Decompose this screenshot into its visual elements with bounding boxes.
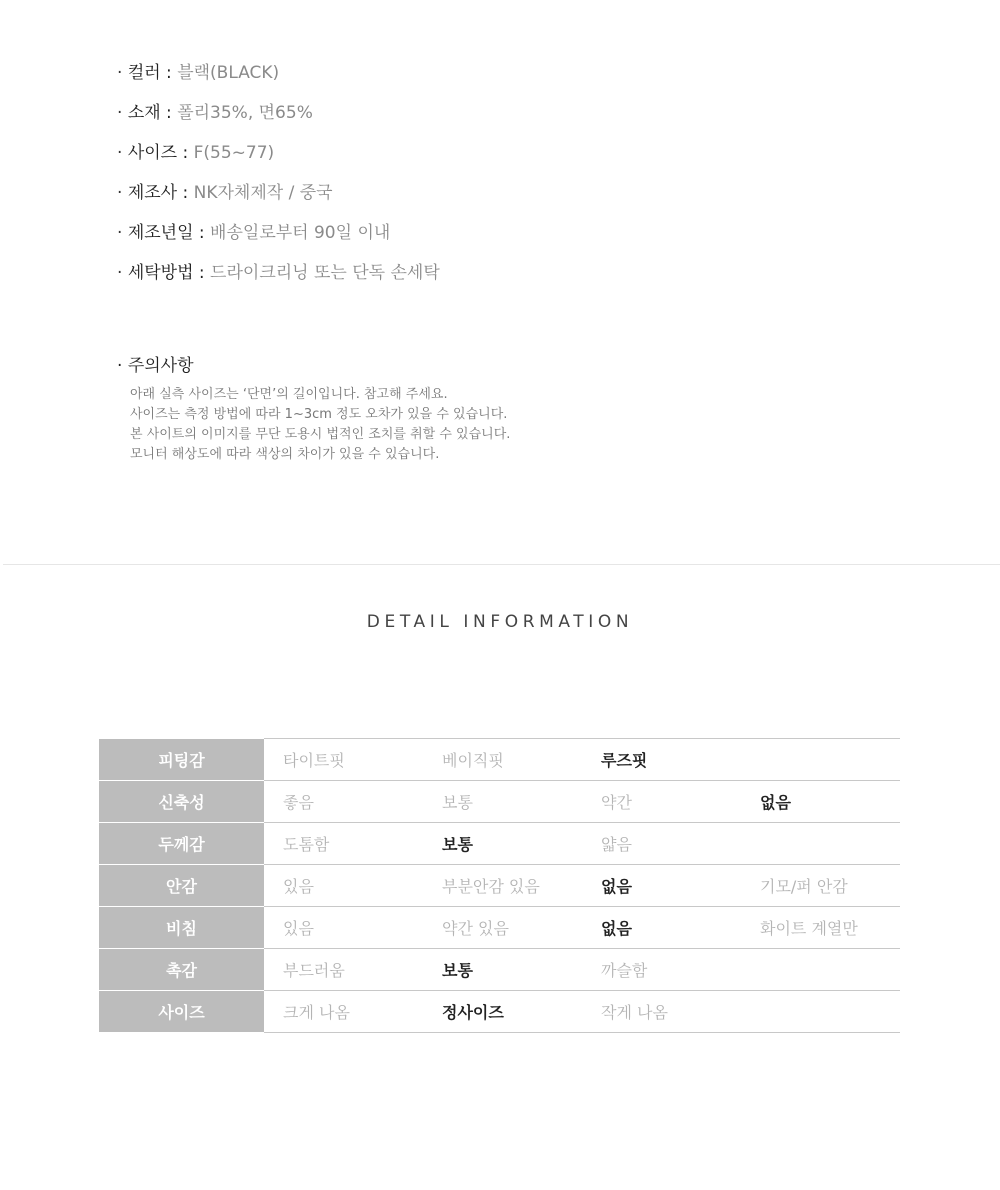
detail-option — [741, 739, 900, 781]
spec-item-color — [117, 60, 440, 100]
detail-option: 작게 나옴 — [582, 991, 741, 1033]
spec-value: 배송일로부터 90일 이내 — [210, 223, 391, 243]
detail-option — [741, 823, 900, 865]
detail-option: 도톰함 — [264, 823, 423, 865]
spec-item-manufacture-date — [117, 220, 440, 260]
detail-option: 부드러움 — [264, 949, 423, 991]
bullet: · — [117, 263, 123, 283]
section-title: DETAIL INFORMATION — [366, 612, 634, 632]
detail-row — [99, 949, 900, 991]
detail-info-table — [99, 738, 900, 1033]
detail-row-header: 신축성 — [99, 781, 264, 823]
spec-item-size — [117, 140, 440, 180]
spec-label: 세탁방법 : — [127, 263, 205, 283]
detail-row-header: 피팅감 — [99, 739, 264, 781]
detail-option — [741, 949, 900, 991]
spec-item-manufacturer — [117, 180, 440, 220]
detail-option: 크게 나옴 — [264, 991, 423, 1033]
spec-label: 사이즈 : — [127, 143, 189, 163]
detail-option: 정사이즈 — [423, 991, 582, 1033]
detail-option: 약간 있음 — [423, 907, 582, 949]
detail-option: 타이트핏 — [264, 739, 423, 781]
detail-option: 있음 — [264, 907, 423, 949]
detail-row-header: 두께감 — [99, 823, 264, 865]
detail-row-header: 비침 — [99, 907, 264, 949]
section-divider — [3, 564, 1000, 565]
bullet: · — [117, 356, 123, 376]
detail-row-header: 촉감 — [99, 949, 264, 991]
spec-value: 폴리35%, 면65% — [177, 103, 313, 123]
detail-row — [99, 823, 900, 865]
notice-section — [117, 353, 510, 465]
notice-line: 사이즈는 측정 방법에 따라 1~3cm 정도 오차가 있을 수 있습니다. — [130, 407, 508, 422]
detail-table-body — [99, 739, 900, 1033]
detail-row — [99, 865, 900, 907]
detail-row — [99, 991, 900, 1033]
product-spec-list — [117, 60, 440, 300]
bullet: · — [117, 143, 123, 163]
spec-item-material — [117, 100, 440, 140]
notice-title-text: 주의사항 — [127, 356, 194, 376]
spec-value: 드라이크리닝 또는 단독 손세탁 — [210, 263, 440, 283]
spec-label: 컬러 : — [127, 63, 172, 83]
bullet: · — [117, 63, 123, 83]
detail-row — [99, 781, 900, 823]
detail-option: 있음 — [264, 865, 423, 907]
spec-label: 소재 : — [127, 103, 172, 123]
detail-option — [741, 991, 900, 1033]
detail-option: 보통 — [423, 949, 582, 991]
spec-item-washing — [117, 260, 440, 300]
detail-option: 루즈핏 — [582, 739, 741, 781]
spec-label: 제조사 : — [127, 183, 189, 203]
detail-row-header: 사이즈 — [99, 991, 264, 1033]
detail-option: 얇음 — [582, 823, 741, 865]
spec-value: 블랙(BLACK) — [177, 63, 280, 83]
notice-line: 본 사이트의 이미지를 무단 도용시 법적인 조치를 취할 수 있습니다. — [130, 427, 511, 442]
notice-line: 모니터 해상도에 따라 색상의 차이가 있을 수 있습니다. — [130, 447, 440, 462]
detail-row — [99, 907, 900, 949]
detail-option: 좋음 — [264, 781, 423, 823]
detail-option: 화이트 계열만 — [741, 907, 900, 949]
detail-option: 약간 — [582, 781, 741, 823]
detail-option: 보통 — [423, 823, 582, 865]
spec-label: 제조년일 : — [127, 223, 205, 243]
detail-option: 없음 — [582, 907, 741, 949]
detail-option: 베이직핏 — [423, 739, 582, 781]
spec-value: F(55~77) — [193, 143, 275, 163]
bullet: · — [117, 103, 123, 123]
bullet: · — [117, 223, 123, 243]
notice-lines — [117, 385, 510, 465]
detail-row — [99, 739, 900, 781]
detail-option: 보통 — [423, 781, 582, 823]
detail-option: 기모/퍼 안감 — [741, 865, 900, 907]
detail-option: 없음 — [741, 781, 900, 823]
detail-option: 까슬함 — [582, 949, 741, 991]
notice-line: 아래 실측 사이즈는 ‘단면’의 길이입니다. 참고해 주세요. — [130, 387, 448, 402]
spec-value: NK자체제작 / 중국 — [193, 183, 333, 203]
detail-option: 부분안감 있음 — [423, 865, 582, 907]
notice-title — [117, 353, 510, 379]
detail-option: 없음 — [582, 865, 741, 907]
detail-row-header: 안감 — [99, 865, 264, 907]
bullet: · — [117, 183, 123, 203]
